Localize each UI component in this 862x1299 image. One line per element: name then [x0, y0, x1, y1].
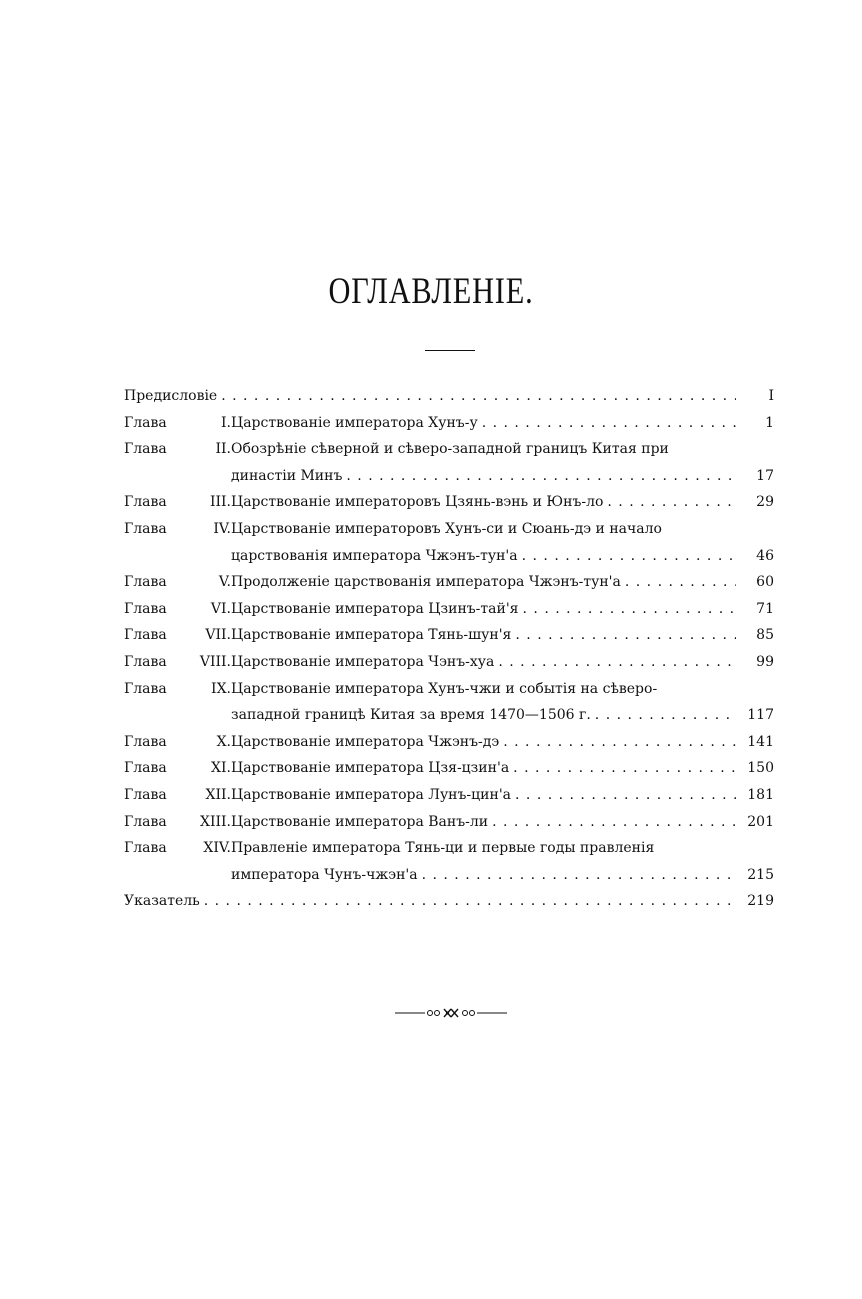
- toc-entry-chapter[interactable]: [124, 681, 774, 708]
- toc-page-number: I: [768, 388, 774, 404]
- toc-entry-chapter[interactable]: [124, 441, 774, 468]
- toc-page-number: 181: [747, 786, 774, 803]
- chapter-label: [124, 787, 231, 803]
- toc-entry-chapter[interactable]: [124, 627, 774, 654]
- chapter-word: Глава: [124, 733, 167, 750]
- chapter-label: [124, 734, 231, 750]
- chapter-label: [124, 521, 231, 537]
- chapter-word: Глава: [124, 786, 167, 803]
- leader-dots: [522, 548, 736, 564]
- toc-entry-continuation[interactable]: [124, 707, 774, 734]
- chapter-numeral: VI.: [210, 600, 231, 617]
- chapter-label: [124, 840, 231, 856]
- toc-page-number: 201: [747, 813, 774, 830]
- chapter-numeral: X.: [216, 733, 231, 750]
- toc-page-number: 1: [765, 414, 774, 431]
- chapter-numeral: III.: [209, 494, 231, 511]
- chapter-numeral: XII.: [205, 786, 231, 803]
- toc-entry-text: Царствованіе императора Лунъ-цин'а: [231, 786, 512, 803]
- chapter-label: [124, 681, 231, 697]
- leader-dots: [607, 494, 736, 510]
- toc-page-number: 29: [756, 494, 774, 511]
- toc-entry-chapter[interactable]: [124, 654, 774, 681]
- toc-entry-chapter[interactable]: [124, 787, 774, 814]
- toc-entry-index[interactable]: [124, 893, 774, 920]
- chapter-word: Глава: [124, 653, 167, 670]
- chapter-label: [124, 760, 231, 776]
- chapter-label: [124, 601, 231, 617]
- toc-entry-text: династіи Минъ: [231, 467, 343, 484]
- toc-entry-text: Царствованіе императора Тянь-шун'я: [231, 627, 512, 644]
- toc-entry-text: императора Чунъ-чжэн'а: [231, 866, 418, 883]
- chapter-label: [124, 415, 231, 431]
- toc-page-number: 215: [747, 866, 774, 883]
- chapter-label: [124, 494, 231, 510]
- leader-dots: [503, 734, 736, 750]
- toc-entry-continuation[interactable]: [124, 548, 774, 575]
- chapter-numeral: IX.: [211, 680, 231, 697]
- toc-entry-text: Продолженіе царствованія императора Чжэнъ-тун'а: [231, 574, 621, 591]
- toc-entry-text: Указатель: [124, 893, 200, 910]
- chapter-numeral: VII.: [205, 627, 231, 644]
- chapter-numeral: II.: [215, 441, 231, 458]
- chapter-word: Глава: [124, 627, 167, 644]
- leader-dots: [595, 707, 736, 723]
- toc-page-number: 17: [756, 467, 774, 484]
- leader-dots: [482, 415, 736, 431]
- toc-entry-chapter[interactable]: [124, 760, 774, 787]
- toc-entry-chapter[interactable]: [124, 415, 774, 442]
- title-rule: [425, 350, 475, 351]
- leader-dots: [204, 893, 736, 909]
- chapter-word: Глава: [124, 600, 167, 617]
- toc-entry-chapter[interactable]: [124, 601, 774, 628]
- toc-page-number: 117: [747, 707, 774, 724]
- chapter-word: Глава: [124, 520, 167, 537]
- leader-dots: [422, 867, 736, 883]
- toc-page-number: 219: [747, 893, 774, 910]
- toc-entry-text: Правленіе императора Тянь-ци и первые годы правленія: [231, 840, 655, 857]
- toc-entry-chapter[interactable]: [124, 494, 774, 521]
- toc-page-number: 85: [756, 627, 774, 644]
- toc-entry-text: Царствованіе императоровъ Хунъ-си и Сюань-дэ и начало: [231, 520, 662, 537]
- toc-entry-text: Царствованіе императора Хунъ-чжи и событія на сѣверо-: [231, 680, 658, 697]
- chapter-numeral: VIII.: [199, 653, 231, 670]
- toc-entry-text: Царствованіе императора Цзинъ-тай'я: [231, 600, 519, 617]
- toc-entry-chapter[interactable]: [124, 840, 774, 867]
- toc-entry-chapter[interactable]: [124, 814, 774, 841]
- chapter-label: [124, 574, 231, 590]
- toc-entry-text: Царствованіе императора Хунъ-у: [231, 414, 478, 431]
- chapter-numeral: XIV.: [203, 840, 231, 857]
- toc-page-number: 71: [756, 600, 774, 617]
- page-title: ОГЛАВЛЕНІЕ.: [328, 271, 534, 312]
- toc-entry-text: западной границѣ Китая за время 1470—1506 г.: [231, 707, 591, 724]
- toc-entry-text: Обозрѣніе сѣверной и сѣверо-западной границъ Китая при: [231, 441, 669, 458]
- toc-entry-text: Царствованіе императоровъ Цзянь-вэнь и Юнъ-ло: [231, 494, 604, 511]
- toc-entry-chapter[interactable]: [124, 574, 774, 601]
- leader-dots: [625, 574, 736, 590]
- toc-entry-text: Царствованіе императора Ванъ-ли: [231, 813, 489, 830]
- leader-dots: [515, 787, 736, 803]
- chapter-word: Глава: [124, 760, 167, 777]
- chapter-numeral: XIII.: [199, 813, 231, 830]
- leader-dots: [346, 468, 736, 484]
- chapter-label: [124, 654, 231, 670]
- leader-dots: [523, 601, 736, 617]
- toc-page-number: 99: [756, 653, 774, 670]
- toc-entry-text: Царствованіе императора Цзя-цзин'а: [231, 760, 510, 777]
- chapter-word: Глава: [124, 441, 167, 458]
- leader-dots: [498, 654, 736, 670]
- chapter-word: Глава: [124, 494, 167, 511]
- decorative-tailpiece-icon: [395, 1006, 507, 1020]
- chapter-numeral: IV.: [213, 520, 231, 537]
- leader-dots: [515, 627, 736, 643]
- toc-entry-chapter[interactable]: [124, 734, 774, 761]
- toc-entry-chapter[interactable]: [124, 521, 774, 548]
- chapter-label: [124, 441, 231, 457]
- toc-entry-preface[interactable]: [124, 388, 774, 415]
- toc-entry-text: царствованія императора Чжэнъ-тун'а: [231, 547, 518, 564]
- toc-entry-continuation[interactable]: [124, 867, 774, 894]
- toc-page-number: 60: [756, 574, 774, 591]
- toc-entry-text: Царствованіе императора Чэнъ-хуа: [231, 653, 495, 670]
- chapter-label: [124, 814, 231, 830]
- toc-page-number: 141: [747, 733, 774, 750]
- leader-dots: [221, 388, 736, 404]
- leader-dots: [492, 814, 736, 830]
- toc-page-number: 150: [747, 760, 774, 777]
- toc-entry-continuation[interactable]: [124, 468, 774, 495]
- chapter-label: [124, 627, 231, 643]
- chapter-numeral: XI.: [211, 760, 231, 777]
- toc-page-number: 46: [756, 547, 774, 564]
- chapter-list: [124, 415, 774, 894]
- chapter-word: Глава: [124, 840, 167, 857]
- chapter-word: Глава: [124, 574, 167, 591]
- toc-entry-text: Царствованіе императора Чжэнъ-дэ: [231, 733, 500, 750]
- chapter-numeral: V.: [218, 574, 231, 591]
- table-of-contents: [124, 388, 774, 920]
- toc-entry-text: Предисловіе: [124, 388, 218, 404]
- chapter-word: Глава: [124, 414, 167, 431]
- chapter-word: Глава: [124, 813, 167, 830]
- chapter-word: Глава: [124, 680, 167, 697]
- chapter-numeral: I.: [221, 414, 231, 431]
- leader-dots: [513, 760, 736, 776]
